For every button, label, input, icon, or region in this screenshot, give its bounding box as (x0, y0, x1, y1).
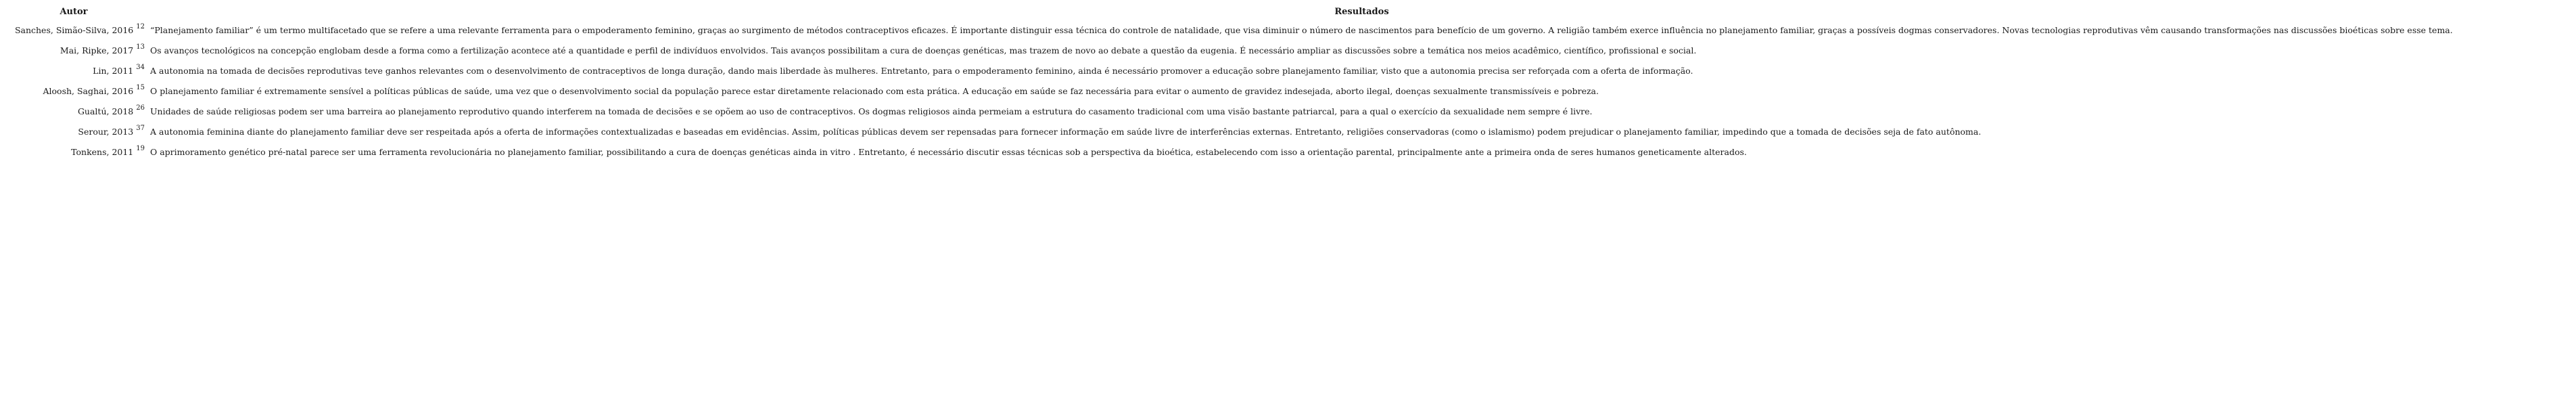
author-cell (0, 20, 147, 41)
table-row (0, 81, 2576, 102)
result-cell: Os avanços tecnológicos na concepção englobam desde a forma como a fertilização acontece até a quantidade e perfil de indivíduos envolvidos. Tais avanços possibilitam a cura de doenças genéticas, mas trazem de novo ao debate a questão da eugenia. É necessário ampliar as discussões sobre a temática nos meios acadêmico, científico, profissional e social. (150, 45, 1697, 56)
results-column-header: Resultados (1334, 6, 1389, 17)
author-name: Lin, 2011 (93, 66, 134, 76)
table-row (0, 122, 2576, 142)
result-cell: A autonomia na tomada de decisões reprodutivas teve ganhos relevantes com o desenvolvimento de contraceptivos de longa duração, dando mais liberdade às mulheres. Entretanto, para o empoderamento feminino, ainda é necessário promover a educação sobre planejamento familiar, visto que a autonomia precisa ser reforçada com a oferta de informação. (150, 66, 1693, 76)
table-row (0, 20, 2576, 41)
author-cell (0, 81, 147, 102)
author-name: Tonkens, 2011 (71, 147, 134, 157)
result-cell: “Planejamento familiar” é um termo multifacetado que se refere a uma relevante ferramenta para o empoderamento feminino, graças ao surgimento de métodos contraceptivos eficazes. É importante distinguir essa técnica do controle de natalidade, que visa diminuir o número de nascimentos para benefício de um governo. A religião também exerce influência no planejamento familiar, graças a possíveis dogmas conservadores. Novas tecnologias reprodutivas vêm causando transformações nas discussões bioéticas sobre esse tema. (150, 25, 2453, 35)
table-row (0, 61, 2576, 81)
table-row (0, 142, 2576, 162)
reference-number: 13 (136, 43, 145, 51)
table-header-row (0, 4, 2576, 20)
reference-number: 19 (136, 144, 145, 152)
result-cell: O aprimoramento genético pré-natal parece ser uma ferramenta revolucionária no planejamento familiar, possibilitando a cura de doenças genéticas ainda in vitro . Entretanto, é necessário discutir essas técnicas sob a perspectiva da bioética, estabelecendo com isso a orientação parental, principalmente ante a primeira onda de seres humanos geneticamente alterados. (150, 147, 1747, 157)
reference-number: 34 (136, 63, 145, 71)
author-name: Serour, 2013 (78, 127, 134, 137)
author-column-header: Autor (60, 6, 88, 17)
result-cell: O planejamento familiar é extremamente sensível a políticas públicas de saúde, uma vez que o desenvolvimento social da população parece estar diretamente relacionado com esta prática. A educação em saúde se faz necessária para evitar o aumento de gravidez indesejada, aborto ilegal, doenças sexualmente transmissíveis e pobreza. (150, 86, 1599, 96)
author-name: Mai, Ripke, 2017 (60, 45, 134, 56)
table-row (0, 102, 2576, 122)
table-row (0, 41, 2576, 61)
author-cell (0, 102, 147, 122)
author-cell (0, 41, 147, 61)
reference-number: 15 (136, 83, 145, 91)
reference-number: 26 (136, 104, 145, 112)
results-table (0, 4, 2576, 162)
author-name: Gualtú, 2018 (77, 106, 134, 116)
author-name: Sanches, Simão-Silva, 2016 (14, 25, 134, 35)
result-cell: Unidades de saúde religiosas podem ser uma barreira ao planejamento reprodutivo quando interferem na tomada de decisões e se opõem ao uso de contraceptivos. Os dogmas religiosos ainda permeiam a estrutura do casamento tradicional com uma visão bastante patriarcal, para a qual o exercício da sexualidade nem sempre é livre. (150, 106, 1593, 116)
author-cell (0, 61, 147, 81)
reference-number: 12 (136, 22, 145, 30)
reference-number: 37 (136, 124, 145, 132)
author-cell (0, 142, 147, 162)
author-cell (0, 122, 147, 142)
result-cell: A autonomia feminina diante do planejamento familiar deve ser respeitada após a oferta de informações contextualizadas e baseadas em evidências. Assim, políticas públicas devem ser repensadas para fornecer informação em saúde livre de interferências externas. Entretanto, religiões conservadoras (como o islamismo) podem prejudicar o planejamento familiar, impedindo que a tomada de decisões seja de fato autônoma. (150, 127, 1982, 137)
author-name: Aloosh, Saghai, 2016 (43, 86, 134, 96)
